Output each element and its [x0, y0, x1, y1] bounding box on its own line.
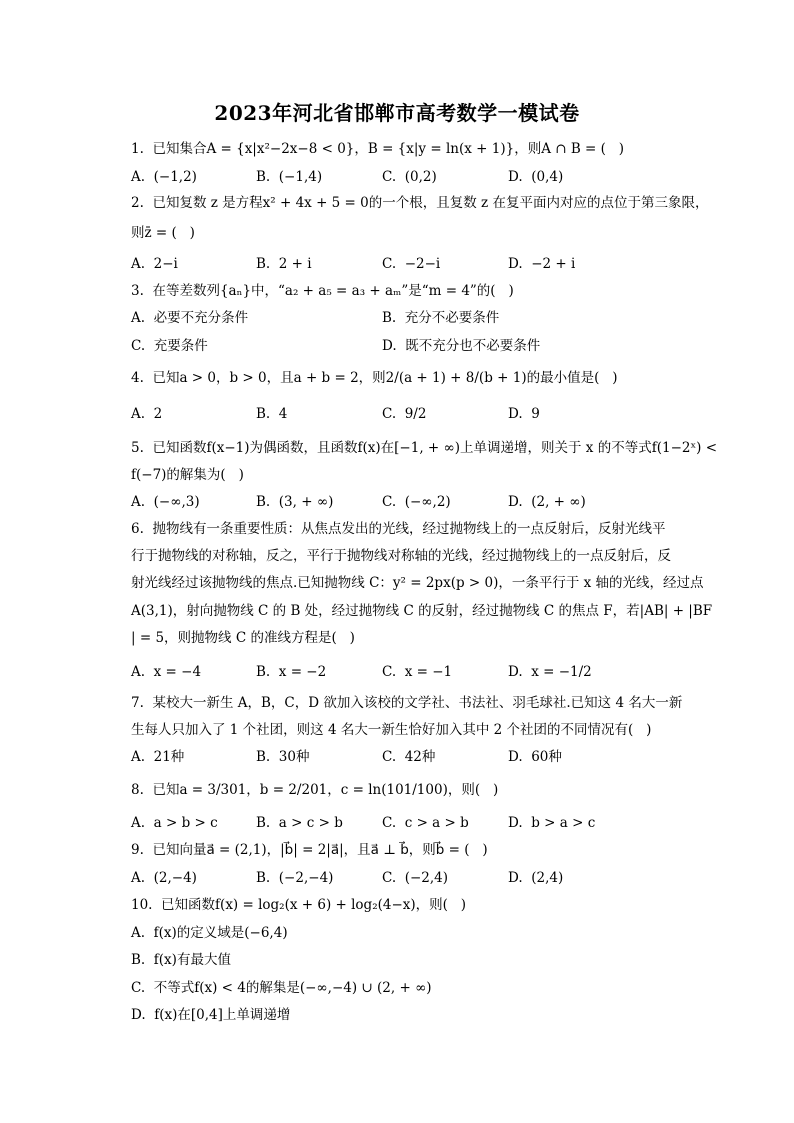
q3-option-b[interactable]: B. 充分不必要条件 [382, 310, 500, 326]
question-3-options-row-2 [131, 336, 701, 356]
question-1-options [131, 167, 701, 187]
q9-option-b[interactable]: B. (−2,−4) [256, 870, 334, 886]
q2-option-c[interactable]: C. −2−i [382, 256, 441, 272]
question-9-options [131, 868, 701, 888]
q1-option-a[interactable]: A. (−1,2) [131, 169, 197, 185]
q4-option-d[interactable]: D. 9 [508, 406, 540, 422]
q8-option-b[interactable]: B. a > c > b [256, 815, 343, 831]
question-6-stem-line-2: 行于抛物线的对称轴，反之，平行于抛物线对称轴的光线，经过抛物线上的一点反射后，反 [131, 548, 671, 564]
question-7-stem-line-2: 生每人只加入了 1 个社团，则这 4 名大一新生恰好加入其中 2 个社团的不同情况有( ) [131, 722, 652, 738]
question-6-stem-line-5: | = 5，则抛物线 C 的准线方程是( ) [131, 630, 355, 646]
q4-option-b[interactable]: B. 4 [256, 406, 288, 422]
question-7-options [131, 747, 701, 767]
question-7-stem-line-1: 7. 某校大一新生 A，B，C，D 欲加入该校的文学社、书法社、羽毛球社.已知这 4 名大一新 [131, 695, 683, 711]
q9-option-c[interactable]: C. (−2,4) [382, 870, 449, 886]
q7-option-a[interactable]: A. 21种 [131, 749, 185, 765]
q10-option-a[interactable]: A. f(x)的定义域是(−6,4) [131, 925, 288, 941]
question-3-options-row-1 [131, 308, 701, 328]
q2-option-d[interactable]: D. −2 + i [508, 256, 576, 272]
q1-option-b[interactable]: B. (−1,4) [256, 169, 323, 185]
q4-option-c[interactable]: C. 9/2 [382, 406, 427, 422]
q4-option-a[interactable]: A. 2 [131, 406, 163, 422]
question-5-stem-line-2: f(−7)的解集为( ) [131, 467, 244, 483]
q10-option-c[interactable]: C. 不等式f(x) < 4的解集是(−∞,−4) ∪ (2, + ∞) [131, 980, 432, 996]
question-9-stem: 9. 已知向量a⃗ = (2,1)，|b⃗| = 2|a⃗|，且a⃗ ⊥ b⃗，则b⃗ = ( ) [131, 842, 488, 858]
question-5-options [131, 492, 701, 512]
q6-option-c[interactable]: C. x = −1 [382, 664, 453, 680]
q10-option-d[interactable]: D. f(x)在[0,4]上单调递增 [131, 1007, 291, 1023]
q7-option-c[interactable]: C. 42种 [382, 749, 436, 765]
question-5-stem-line-1: 5. 已知函数f(x−1)为偶函数，且函数f(x)在[−1, + ∞)上单调递增，则关于 x 的不等式f(1−2ˣ) < [131, 440, 718, 456]
q3-option-d[interactable]: D. 既不充分也不必要条件 [382, 338, 541, 354]
q7-option-b[interactable]: B. 30种 [256, 749, 310, 765]
q5-option-a[interactable]: A. (−∞,3) [131, 494, 200, 510]
q1-option-c[interactable]: C. (0,2) [382, 169, 437, 185]
question-4-stem: 4. 已知a > 0，b > 0，且a + b = 2，则2/(a + 1) + 8/(b + 1)的最小值是( ) [131, 370, 618, 386]
q3-option-a[interactable]: A. 必要不充分条件 [131, 310, 249, 326]
q9-option-d[interactable]: D. (2,4) [508, 870, 564, 886]
q6-option-d[interactable]: D. x = −1/2 [508, 664, 592, 680]
question-2-stem-line-2: 则z̄ = ( ) [131, 225, 195, 241]
page-title: 2023年河北省邯郸市高考数学一模试卷 [214, 101, 580, 125]
question-8-stem: 8. 已知a = 3/301，b = 2/201，c = ln(101/100)，则( ) [131, 782, 499, 798]
question-6-stem-line-1: 6. 抛物线有一条重要性质：从焦点发出的光线，经过抛物线上的一点反射后，反射光线平 [131, 521, 666, 537]
q6-option-b[interactable]: B. x = −2 [256, 664, 327, 680]
q8-option-a[interactable]: A. a > b > c [131, 815, 218, 831]
q5-option-c[interactable]: C. (−∞,2) [382, 494, 451, 510]
q5-option-b[interactable]: B. (3, + ∞) [256, 494, 334, 510]
question-8-options [131, 813, 701, 833]
q3-option-c[interactable]: C. 充要条件 [131, 338, 208, 354]
q6-option-a[interactable]: A. x = −4 [131, 664, 202, 680]
q2-option-b[interactable]: B. 2 + i [256, 256, 312, 272]
question-2-stem-line-1: 2. 已知复数 z 是方程x² + 4x + 5 = 0的一个根，且复数 z 在复平面内对应的点位于第三象限， [131, 195, 709, 211]
question-3-stem: 3. 在等差数列{aₙ}中，“a₂ + a₅ = a₃ + aₘ”是“m = 4”的( ) [131, 283, 514, 299]
q5-option-d[interactable]: D. (2, + ∞) [508, 494, 586, 510]
q2-option-a[interactable]: A. 2−i [131, 256, 178, 272]
q7-option-d[interactable]: D. 60种 [508, 749, 562, 765]
question-6-options [131, 662, 701, 682]
q9-option-a[interactable]: A. (2,−4) [131, 870, 197, 886]
q8-option-c[interactable]: C. c > a > b [382, 815, 469, 831]
question-6-stem-line-3: 射光线经过该抛物线的焦点.已知抛物线 C：y² = 2px(p > 0)，一条平行于 x 轴的光线，经过点 [131, 575, 704, 591]
q8-option-d[interactable]: D. b > a > c [508, 815, 596, 831]
question-6-stem-line-4: A(3,1)，射向抛物线 C 的 B 处，经过抛物线 C 的反射，经过抛物线 C 的焦点 F，若|AB| + |BF [131, 603, 713, 619]
question-10-stem: 10. 已知函数f(x) = log₂(x + 6) + log₂(4−x)，则( ) [131, 897, 467, 913]
question-1-stem: 1. 已知集合A = {x|x²−2x−8 < 0}，B = {x|y = ln(x + 1)}，则A ∩ B = ( ) [131, 141, 625, 157]
q1-option-d[interactable]: D. (0,4) [508, 169, 564, 185]
q10-option-b[interactable]: B. f(x)有最大值 [131, 952, 231, 968]
question-4-options [131, 404, 701, 424]
question-2-options [131, 254, 701, 274]
